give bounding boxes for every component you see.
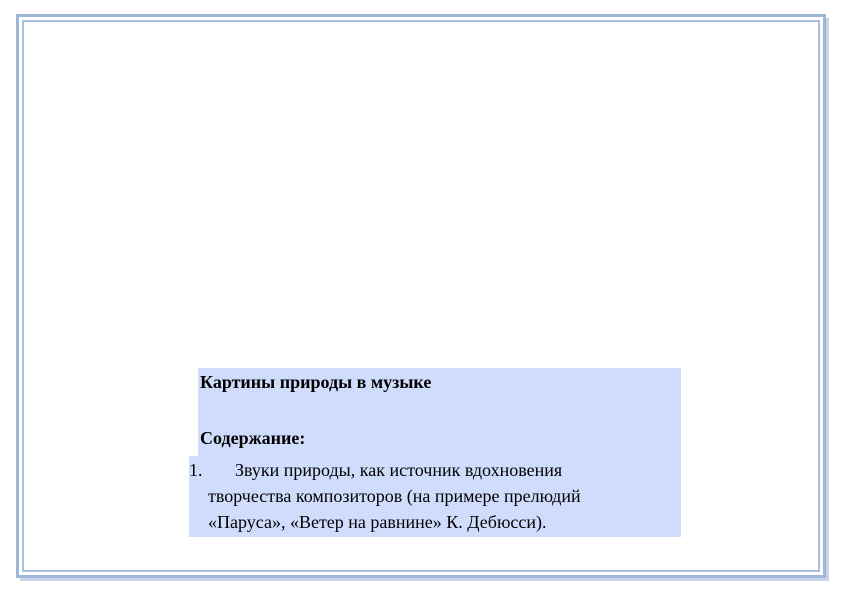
page-border-shadow-bottom: [20, 578, 829, 581]
page-border-shadow-right: [826, 18, 829, 581]
list-item-number: 1.: [189, 460, 203, 480]
list-item-text-line: творчества композиторов (на примере прелюдий: [208, 486, 581, 506]
list-item-text-line: Звуки природы, как источник вдохновения: [235, 460, 563, 480]
document-title: Картины природы в музыке: [200, 372, 432, 392]
list-item-text-line: «Паруса», «Ветер на равнине» К. Дебюсси).: [208, 512, 547, 532]
contents-heading: Содержание:: [200, 428, 306, 448]
